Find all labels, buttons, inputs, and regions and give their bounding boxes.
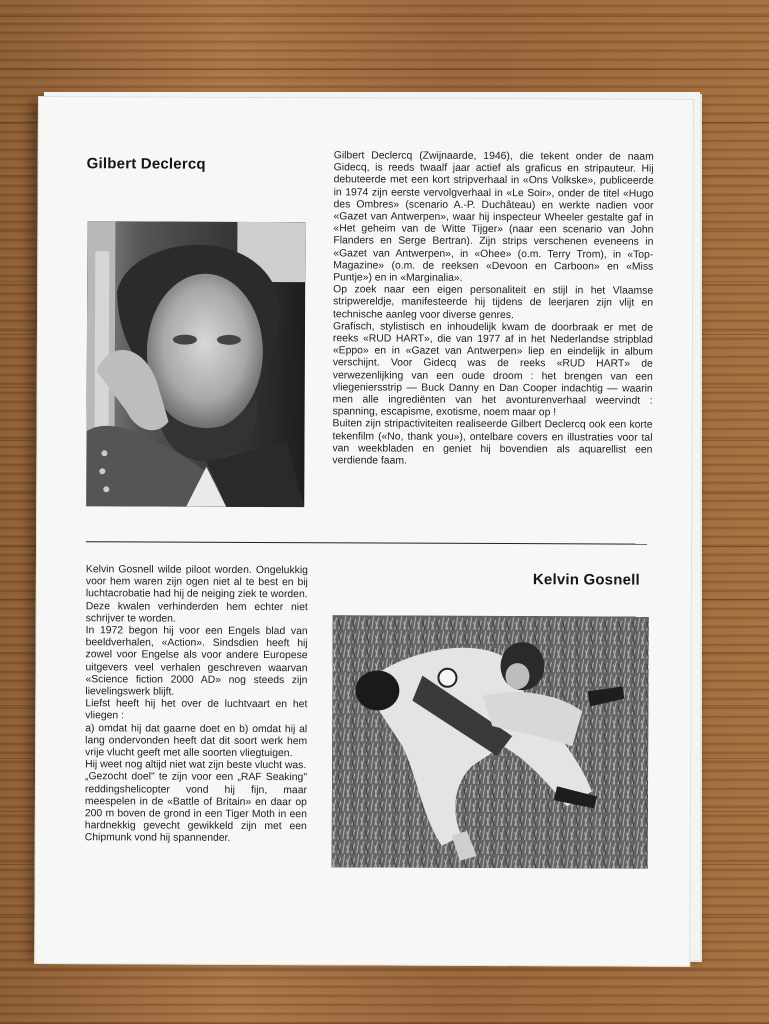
bio-paragraph: Hij weet nog altijd niet wat zijn beste vlucht was. [85,759,307,772]
section-divider [86,541,647,544]
book-page [34,96,694,967]
author-name-gosnell: Kelvin Gosnell [532,571,640,589]
bio-paragraph: „Gezocht doel" te zijn voor een „RAF Seaking" reddingshelicopter vond hij fijn, maar meespelen in de «Battle of Britain» en daar op 200 m boven de grond in een Tiger Moth in een hardnekkig gevecht gewikkeld zijn met een Chipmunk vond hij spannender. [84,771,308,845]
bio-paragraph: In 1972 begon hij voor een Engels blad van beeldverhalen, «Action». Sindsdien heeft hij zowel voor Engelse als voor andere Europese uitgevers veel verhalen geschreven waarvan «Science fiction 2000 AD» nog steeds zijn lievelingswerk blijft. [85,625,308,698]
bio-text-gosnell [85,564,308,846]
author-name-declercq: Gilbert Declercq [86,155,206,173]
bio-paragraph: Op zoek naar een eigen personaliteit en stijl in het Vlaamse stripwereldje, manifesteerde hij tijdens de leerjaren zijn vlijt en technische aanleg voor diverse genres. [333,284,654,321]
bio-paragraph: Grafisch, stylistisch en inhoudelijk kwam de doorbraak er met de reeks «RUD HART», die van 1977 af in het Nederlandse stripblad «Eppo» en in «Gazet van Antwerpen» liep en eindelijk in album verschijnt. Voor Gidecq was de reeks «RUD HART» de verwezenlijking van een oude droom : het brengen van een vliegeniersstrip — Buck Danny en Dan Cooper indachtig — waarin men alle ingrediënten van het avonturenverhaal weervindt : spanning, escapisme, exotisme, noem maar op ! [332,321,654,419]
bio-text-declercq [332,150,653,469]
bio-paragraph: Deze kwalen verhinderden hem echter niet schrijver te worden. [85,600,308,625]
bio-paragraph: Kelvin Gosnell wilde piloot worden. Ongelukkig voor hem waren zijn ogen niet al te best en bij luchtacrobatie had hij de neiging ziek te worden. [85,564,308,601]
bio-paragraph: a) omdat hij dat gaarne doet en b) omdat hij al lang ondervonden heeft dat dit soort werk hem vrije vlucht geeft met alle soorten vliegtuigen. [85,722,308,760]
portrait-photo-declercq [86,221,305,507]
photo-gosnell-in-grass [332,615,649,868]
bio-paragraph: Buiten zijn stripactiviteiten realiseerde Gilbert Declercq ook een korte tekenfilm («No, thank you»), ontelbare covers en illustraties voor tal van weekbladen en geniet hij bovendien als aquarellist een verdiende faam. [332,418,653,467]
bio-paragraph: Liefst heeft hij het over de luchtvaart en het vliegen : [85,698,308,722]
bio-paragraph: Gilbert Declercq (Zwijnaarde, 1946), die tekent onder de naam Gidecq, is reeds twaalf jaar actief als graficus en stripauteur. Hij debuteerde met een kort stripverhaal in «Ons Volkske», publiceerde in 1974 zijn eerste vervolgverhaal in «Le Soir», onder de titel «Hugo des Ombres» (scenario A.-P. Duchâteau) en werkte nadien voor «Gazet van Antwerpen», waar hij inspecteur Wheeler gestalte gaf in «Het geheim van de Witte Tijger» (naar een scenario van John Flanders en Serge Bertran). Zijn strips verschenen eveneens in «Gazet van Antwerpen», in «Ohee» (o.m. Terry Trom), in «Top-Magazine» (o.m. de reeksen «Devoon en Carboon» en «Miss Puntje») en in «Marginalia». [333,150,654,284]
